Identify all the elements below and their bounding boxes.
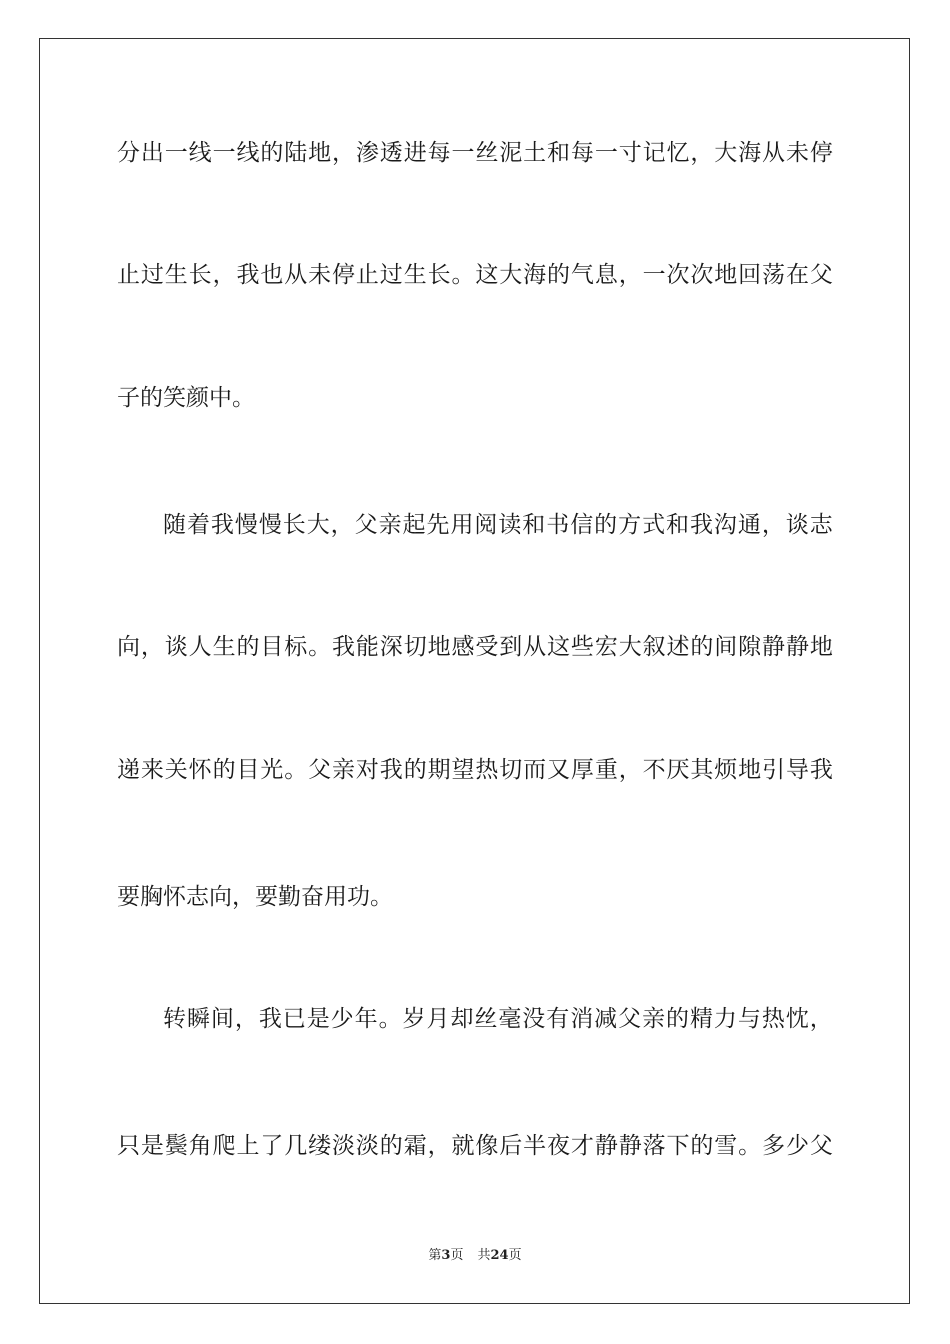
page-footer bbox=[0, 1247, 950, 1265]
paragraph-2-line-3: 递 来 关 怀 的 目 光 。 父 亲 对 我 的 期 望 热 切 而 又 厚 重 ， 不 厌 其 烦 地 引 导 我 bbox=[117, 757, 833, 783]
footer-total-prefix: 共 bbox=[477, 1248, 491, 1263]
footer-total-suffix: 页 bbox=[508, 1248, 522, 1263]
paragraph-1-line-3: 子的笑颜中。 bbox=[117, 385, 255, 411]
footer-page-number: 3 bbox=[441, 1248, 451, 1263]
footer-page-suffix: 页 bbox=[450, 1248, 464, 1263]
paragraph-1-line-2: 止 过 生 长 ， 我 也 从 未 停 止 过 生 长 。 这 大 海 的 气 息 ， 一 次 次 地 回 荡 在 父 bbox=[117, 262, 833, 288]
paragraph-3-line-1: 转 瞬 间 ， 我 已 是 少 年 。 岁 月 却 丝 毫 没 有 消 减 父 亲 的 精 力 与 热 忱 ， bbox=[163, 1006, 833, 1032]
paragraph-2-line-2: 向 ， 谈 人 生 的 目 标 。 我 能 深 切 地 感 受 到 从 这 些 宏 大 叙 述 的 间 隙 静 静 地 bbox=[117, 634, 833, 660]
paragraph-1-line-1: 分 出 一 线 一 线 的 陆 地 ， 渗 透 进 每 一 丝 泥 土 和 每 一 寸 记 忆 ， 大 海 从 未 停 bbox=[117, 140, 833, 166]
footer-page-prefix: 第 bbox=[428, 1248, 442, 1263]
paragraph-2-line-1: 随 着 我 慢 慢 长 大 ， 父 亲 起 先 用 阅 读 和 书 信 的 方 式 和 我 沟 通 ， 谈 志 bbox=[163, 512, 833, 538]
page-frame bbox=[39, 38, 910, 1304]
footer-total-pages: 24 bbox=[490, 1248, 509, 1263]
paragraph-2-line-4: 要胸怀志向，要勤奋用功。 bbox=[117, 884, 393, 910]
paragraph-3-line-2: 只 是 鬓 角 爬 上 了 几 缕 淡 淡 的 霜 ， 就 像 后 半 夜 才 静 静 落 下 的 雪 。 多 少 父 bbox=[117, 1133, 833, 1159]
